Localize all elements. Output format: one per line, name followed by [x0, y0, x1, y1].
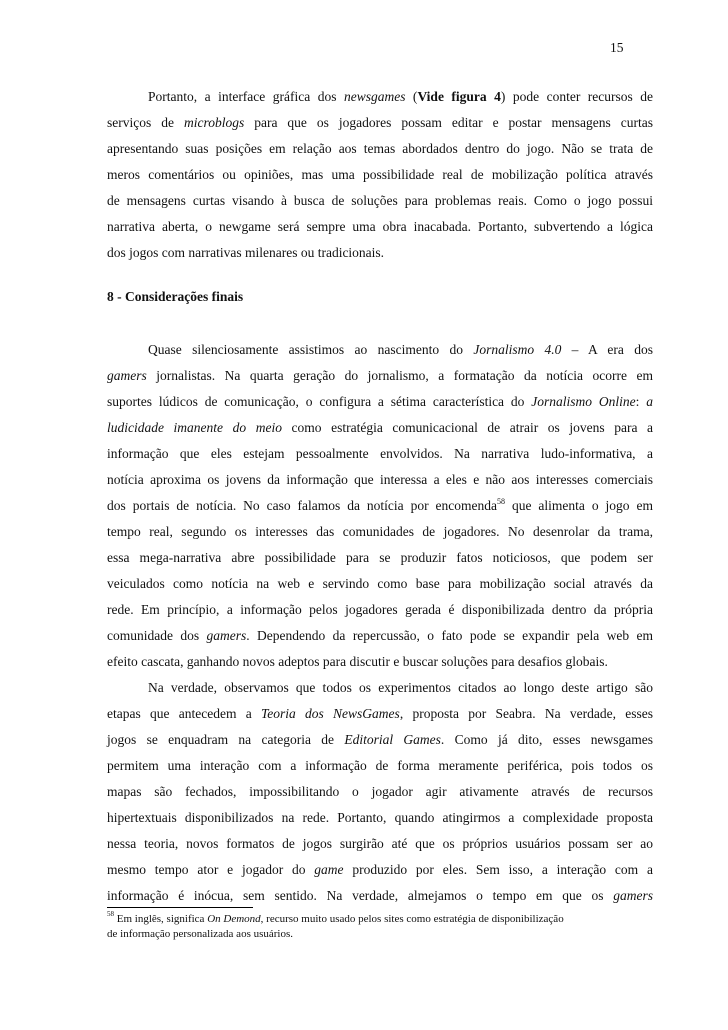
- footnote-divider: [107, 907, 253, 908]
- text-line: dos jogos com narrativas milenares ou tradicionais.: [107, 245, 385, 260]
- text-line: Na verdade, observamos que todos os experimentos citados ao longo deste artigo são: [148, 680, 653, 695]
- footnote-reference[interactable]: 58: [497, 496, 506, 506]
- footnote-line: de informação personalizada aos usuários.: [107, 928, 294, 940]
- text-line: suportes lúdicos de comunicação, o configura a sétima característica do Jornalismo Online: a: [107, 394, 653, 409]
- text-line: meros comentários ou opiniões, mas uma possibilidade real de mobilização política através: [107, 167, 653, 182]
- text-line: jogos se enquadram na categoria de Editorial Games. Como já dito, esses newsgames: [107, 732, 654, 747]
- footnote-marker: 58: [107, 910, 114, 919]
- text-line: informação que eles estejam pessoalmente envolvidos. Na narrativa ludo-informativa, a: [107, 446, 653, 461]
- text-line: permitem uma interação com a informação de forma meramente periférica, pois todos os: [107, 758, 653, 773]
- text-line: narrativa aberta, o newgame será sempre uma obra inacabada. Portanto, subvertendo a lógica: [107, 219, 653, 234]
- figure-reference: Vide figura 4: [417, 89, 501, 104]
- text-line: efeito cascata, ganhando novos adeptos para discutir e buscar soluções para desafios globais.: [107, 654, 608, 669]
- text-line: rede. Em princípio, a informação pelos jogadores gerada é disponibilizada dentro da própria: [107, 602, 653, 617]
- text-line: serviços de microblogs para que os jogadores possam editar e postar mensagens curtas: [107, 115, 653, 130]
- footnote-line: $^{58}$ Em inglês, significa On Demond, recurso muito usado pelos sites como estratégia de disponibilização: [107, 910, 564, 925]
- text-line: informação é inócua, sem sentido. Na verdade, almejamos o tempo em que os gamers: [107, 888, 653, 903]
- text-line: veiculados como notícia na web e servindo como base para mobilização social através da: [107, 576, 653, 591]
- text-line: apresentando suas posições em relação aos temas abordados dentro do jogo. Não se trata de: [107, 141, 653, 156]
- text-line: hipertextuais disponibilizados na rede. Portanto, quando atingirmos a complexidade proposta: [107, 810, 653, 825]
- text-line: Quase silenciosamente assistimos ao nascimento do Jornalismo 4.0 – A era dos: [148, 342, 653, 357]
- text-line: ludicidade imanente do meio como estratégia comunicacional de atrair os jovens para a: [107, 420, 653, 435]
- text-line: mesmo tempo ator e jogador do game produzido por eles. Sem isso, a interação com a: [107, 862, 653, 877]
- text-line: notícia aproxima os jovens da informação que interessa a eles e não aos interesses comerciais: [107, 472, 653, 487]
- text-line: Portanto, a interface gráfica dos newsgames (Vide figura 4) pode conter recursos de: [148, 89, 654, 104]
- text-line: mapas são fechados, impossibilitando o jogador agir ativamente através de recursos: [107, 784, 653, 799]
- text-line: dos portais de notícia. No caso falamos da notícia por encomenda$^{58}$ que alimenta o jogo em: [107, 496, 654, 513]
- text-line: essa mega-narrativa abre possibilidade para se produzir fatos noticiosos, que podem ser: [107, 550, 653, 565]
- text-line: etapas que antecedem a Teoria dos NewsGames, proposta por Seabra. Na verdade, esses: [107, 706, 653, 721]
- text-line: gamers jornalistas. Na quarta geração do jornalismo, a formatação da notícia ocorre em: [107, 368, 653, 383]
- text-line: comunidade dos gamers. Dependendo da repercussão, o fato pode se expandir pela web em: [107, 628, 654, 643]
- text-line: tempo real, segundo os interesses das comunidades de jogadores. No desenrolar da trama,: [107, 524, 653, 539]
- text-line: nessa teoria, novos formatos de jogos surgirão até que os próprios usuários possam ser ao: [107, 836, 653, 851]
- page-number: 15: [610, 40, 624, 55]
- section-heading: 8 - Considerações finais: [107, 289, 244, 304]
- text-line: de mensagens curtas visando à busca de soluções para problemas reais. Como o jogo possui: [107, 193, 653, 208]
